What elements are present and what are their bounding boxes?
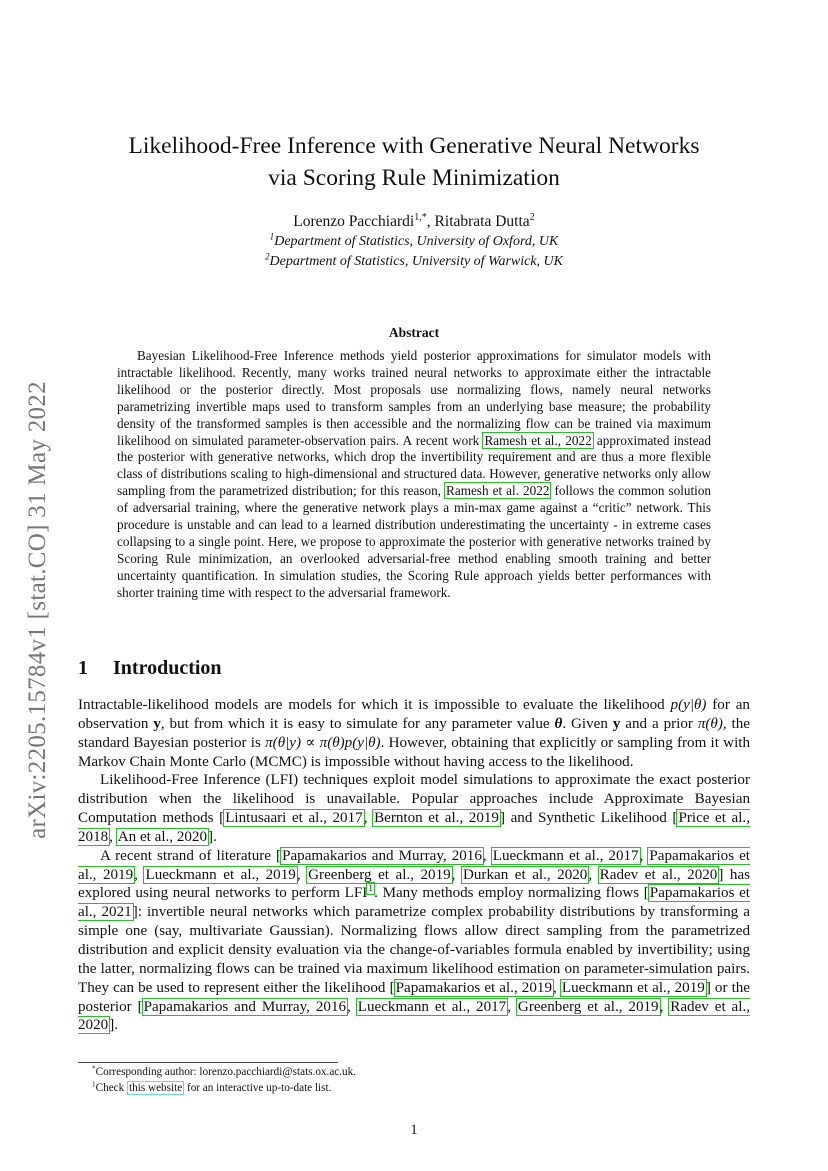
citation-link[interactable]: Papamakarios et al., 2021 xyxy=(78,885,750,921)
math-inline: π(θ|y) ∝ π(θ)p(y|θ) xyxy=(265,734,381,751)
affiliation-2: $^2$Department of Statistics, University of Warwick, UK xyxy=(264,251,563,269)
footnote-ref-link[interactable]: 1 xyxy=(368,883,374,895)
citation-link[interactable]: Radev et al., 2020 xyxy=(78,998,750,1034)
author-2: Ritabrata Dutta xyxy=(434,213,530,230)
citation-link[interactable]: Durkan et al., 2020 xyxy=(462,866,588,883)
math-inline: p(y|θ) xyxy=(670,697,707,713)
arxiv-stamp xyxy=(20,350,56,870)
paper-title xyxy=(78,130,750,194)
citation-link[interactable]: Ramesh et al. 2022 xyxy=(446,483,550,499)
citation-link[interactable]: Greenberg et al., 2019 xyxy=(308,866,451,883)
title-line-2: via Scoring Rule Minimization xyxy=(268,165,560,191)
section-number: 1 xyxy=(78,657,88,679)
title-line-1: Likelihood-Free Inference with Generative Neural Networks xyxy=(128,133,700,159)
introduction-body xyxy=(78,696,750,1035)
citation-link[interactable]: Lintusaari et al., 2017 xyxy=(225,810,363,827)
citation-link[interactable]: Greenberg et al., 2019 xyxy=(517,998,659,1015)
website-link[interactable]: this website xyxy=(129,1082,183,1094)
author-2-marks: 2 xyxy=(529,211,535,223)
affiliation-1: $^1$Department of Statistics, University of Oxford, UK xyxy=(269,231,559,249)
intro-paragraph-2: Likelihood-Free Inference (LFI) techniques exploit model simulations to approximate the exact posterior distribution when the likelihood is unavailable. Popular approaches include Approximate Bayesian Computation methods [Lintusaari et al., 2017, Bernton et al., 2019] and Synthetic Likelihood [Price et al., 2018, An et al., 2020]. xyxy=(78,772,750,845)
footnote-corresponding-author: *Corresponding author: lorenzo.pacchiardi@stats.ox.ac.uk. xyxy=(92,1064,357,1078)
citation-link[interactable]: Lueckmann et al., 2017 xyxy=(492,847,639,864)
author-list: Lorenzo Pacchiardi$^{1,*}$, Ritabrata Dutta$^2$ xyxy=(293,211,535,230)
citation-link[interactable]: Price et al., 2018 xyxy=(78,810,750,845)
citation-link[interactable]: Ramesh et al., 2022 xyxy=(484,432,592,448)
citation-link[interactable]: Papamakarios et al., 2019 xyxy=(395,979,552,996)
citation-link[interactable]: Papamakarios and Murray, 2016 xyxy=(282,847,482,864)
page-number: 1 xyxy=(410,1122,418,1138)
math-inline: π(θ) xyxy=(697,715,723,732)
section-heading xyxy=(78,657,222,680)
abstract-heading: Abstract xyxy=(388,325,440,340)
author-1: Lorenzo Pacchiardi xyxy=(293,213,415,230)
citation-link[interactable]: Papamakarios and Murray, 2016 xyxy=(143,998,347,1015)
math-inline: y xyxy=(153,715,161,732)
intro-paragraph-1: Intractable-likelihood models are models for which it is impossible to evaluate the likelihood p(y|θ) for an observation y, but from which it is easy to simulate for any parameter value θ. Given y and a prior π(θ), the standard Bayesian posterior is π(θ|y) ∝ π(θ)p(y|θ). However, obtaining that explicitly or sampling from it with Markov Chain Monte Carlo (MCMC) is impossible without having access to the likelihood. xyxy=(78,697,751,770)
abstract-text: Bayesian Likelihood-Free Inference methods yield posterior approximations for simulator models with intractable likelihood. Recently, many works trained neural networks to approximate either the intractable likelihood or the posterior directly. Most proposals use normalizing flows, namely neural networks parametrizing invertible maps used to transform samples from an underlying base measure; the probability density of the transformed samples is then accessible and the normalizing flow can be trained via maximum likelihood on simulated parameter-observation pairs. A recent work Ramesh et al., 2022 approximated instead the posterior with generative networks, which drop the invertibility requirement and are thus a more flexible class of distributions scaling to high-dimensional and structured data. However, generative networks only allow sampling from the parametrized distribution; for this reason, Ramesh et al. 2022 follows the common solution of adversarial training, where the generative network plays a min-max game against a “critic” network. This procedure is unstable and can lead to a learned distribution underestimating the uncertainty - in extreme cases collapsing to a single point. Here, we propose to approximate the posterior with generative networks trained by Scoring Rule minimization, an overlooked adversarial-free method enabling smooth training and better uncertainty quantification. In simulation studies, the Scoring Rule approach yields better performances with shorter training time with respect to the adversarial framework. xyxy=(117,348,712,600)
citation-link[interactable]: Radev et al., 2020 xyxy=(599,866,718,883)
math-inline: θ xyxy=(554,715,563,732)
author-1-marks: 1,* xyxy=(414,211,427,223)
citation-link[interactable]: An et al., 2020 xyxy=(117,828,208,845)
intro-paragraph-3: A recent strand of literature [Papamakarios and Murray, 2016, Lueckmann et al., 2017, Papamakarios et al., 2019, Lueckmann et al., 2019, Greenberg et al., 2019, Durkan et al., 2020, Radev et al., 2020] has explored using neural networks to perform LFI$^1$. Many methods employ normalizing flows [Papamakarios et al., 2021]: invertible neural networks which parametrize complex probability distributions by transforming a simple one (say, multivariate Gaussian). Normalizing flows allow direct sampling from the parametrized distribution and explicit density evaluation via the change-of-variables formula enabled by invertibility; using the latter, normalizing flows can be trained via maximum likelihood estimation on parameter-simulation pairs. They can be used to represent either the likelihood [Papamakarios et al., 2019, Lueckmann et al., 2019] or the posterior [Papamakarios and Murray, 2016, Lueckmann et al., 2017, Greenberg et al., 2019, Radev et al., 2020]. xyxy=(78,847,751,1034)
citation-link[interactable]: Lueckmann et al., 2019 xyxy=(561,979,705,996)
citation-link[interactable]: Bernton et al., 2019 xyxy=(374,810,499,827)
math-inline: y xyxy=(612,715,621,732)
footnote-1: $^1$Check this website for an interactive up-to-date list. xyxy=(92,1080,332,1094)
citation-link[interactable]: Lueckmann et al., 2017 xyxy=(357,998,507,1015)
footnote-divider xyxy=(78,1062,338,1063)
section-title: Introduction xyxy=(113,657,222,679)
citation-link[interactable]: Papamakarios et al., 2019 xyxy=(78,847,751,883)
citation-link[interactable]: Lueckmann et al., 2019 xyxy=(145,866,296,883)
arxiv-id: arXiv:2205.15784v1 [stat.CO] 31 May 2022 xyxy=(24,381,52,839)
